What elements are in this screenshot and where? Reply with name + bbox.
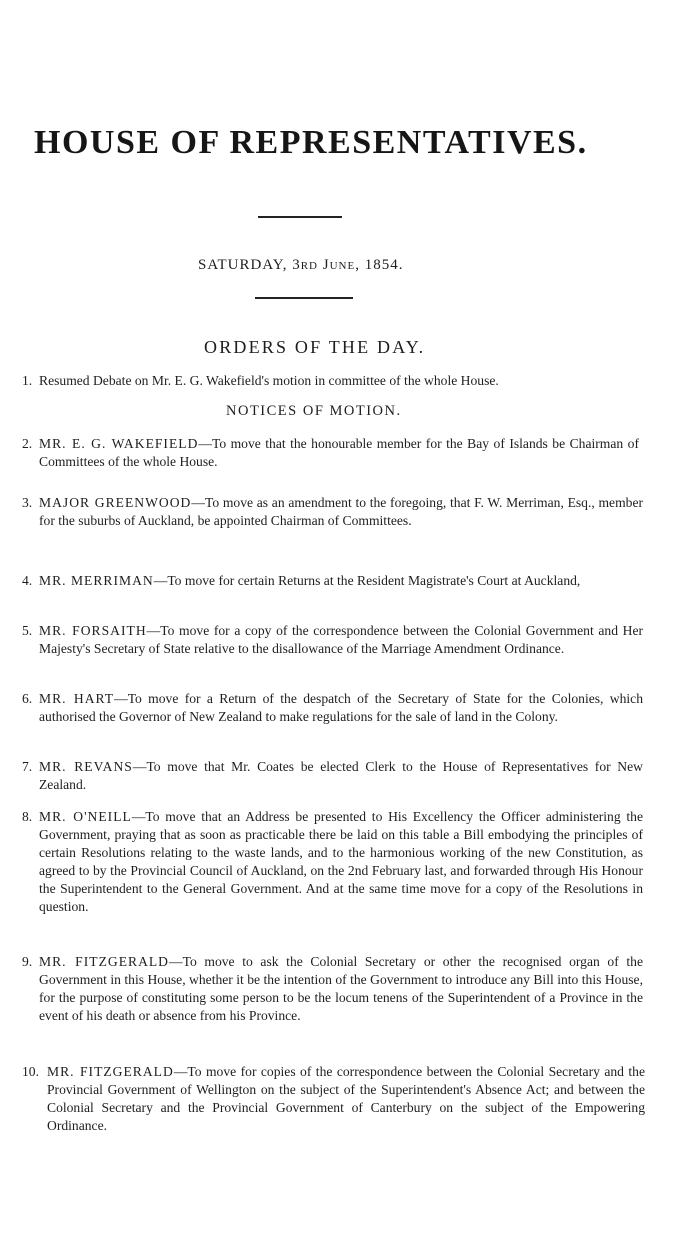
title-divider	[258, 216, 342, 218]
member-name: MAJOR GREENWOOD	[39, 495, 192, 510]
page-title: HOUSE OF REPRESENTATIVES.	[34, 124, 588, 161]
item-number: 9.	[22, 954, 33, 969]
member-name: MR. FITZGERALD	[47, 1064, 174, 1079]
item-text	[22, 572, 635, 590]
date-month: rd June	[300, 257, 356, 273]
item-number: 5.	[22, 623, 33, 638]
orders-heading: ORDERS OF THE DAY.	[204, 337, 426, 357]
member-name: MR. FITZGERALD	[39, 954, 170, 969]
item-number: 6.	[22, 691, 33, 706]
member-name: MR. E. G. WAKEFIELD	[39, 436, 199, 451]
item-description: Resumed Debate on Mr. E. G. Wakefield's motion in committee of the whole House.	[39, 373, 499, 388]
date-divider	[255, 297, 353, 299]
item-description: —To move for certain Returns at the Resident Magistrate's Court at Auckland,	[153, 573, 581, 588]
item-description: —To move that Mr. Coates be elected Clerk to the House of Representatives for New Zealand.	[39, 759, 643, 792]
item-text	[22, 622, 643, 658]
member-name: MR. FORSAITH	[39, 623, 147, 638]
item-text	[22, 953, 643, 1025]
item-text	[22, 435, 639, 471]
item-number: 10.	[22, 1064, 39, 1079]
date-year: , 1854.	[355, 257, 404, 273]
item-description: —To move for a Return of the despatch of the Secretary of State for the Colonies, which authorised the Governor of New Zealand to make regulations for the sale of land in the Colony.	[39, 691, 643, 724]
item-number: 3.	[22, 495, 33, 510]
item-number: 4.	[22, 573, 33, 588]
item-text	[22, 758, 643, 794]
notices-heading: NOTICES OF MOTION.	[226, 403, 402, 419]
item-number: 8.	[22, 809, 33, 824]
member-name: MR. O'NEILL	[39, 809, 132, 824]
member-name: MR. MERRIMAN	[39, 573, 154, 588]
item-description: —To move for a copy of the correspondence between the Colonial Government and Her Majesty's Secretary of State relative to the disallowance of the Marriage Amendment Ordinance.	[39, 623, 644, 656]
date-prefix: SATURDAY, 3	[198, 257, 301, 273]
item-text	[22, 372, 637, 390]
item-number: 1.	[22, 373, 33, 388]
member-name: MR. REVANS	[39, 759, 133, 774]
item-description: —To move that an Address be presented to His Excellency the Officer administering the Government, praying that as soon as practicable there be laid on this table a Bill embodying the principles of certain Resolutions relating to the waste lands, and to the harmonious working of the new Constitution, as agreed to by the Provincial Council of Auckland, on the 2nd February last, and forwarded through His Honour the Superintendent to the General Government. And at the same time move for a copy of the Resolutions in question.	[39, 809, 643, 914]
item-description: —To move to ask the Colonial Secretary or other the recognised organ of the Government in this House, whether it be the intention of the Government to introduce any Bill into this House, for the purpose of constituting some person to be the locum tenens of the Superintendent of a Province in the event of his death or absence from his Province.	[39, 954, 643, 1023]
member-name: MR. HART	[39, 691, 115, 706]
item-text	[22, 690, 643, 726]
item-number: 7.	[22, 759, 33, 774]
item-description: —To move as an amendment to the foregoing, that F. W. Merriman, Esq., member for the suburbs of Auckland, be appointed Chairman of Committees.	[39, 495, 643, 528]
item-text	[30, 1063, 645, 1135]
item-text	[22, 808, 643, 916]
item-number: 2.	[22, 436, 33, 451]
item-text	[22, 494, 643, 530]
item-description: —To move for copies of the correspondence between the Colonial Secretary and the Provincial Government of Wellington on the subject of the Superintendent's Absence Act; and between the Colonial Secretary and the Provincial Government of Canterbury on the subject of the Empowering Ordinance.	[47, 1064, 645, 1133]
item-description: —To move that the honourable member for the Bay of Islands be Chairman of Committees of the whole House.	[39, 436, 639, 469]
session-date	[198, 257, 403, 274]
